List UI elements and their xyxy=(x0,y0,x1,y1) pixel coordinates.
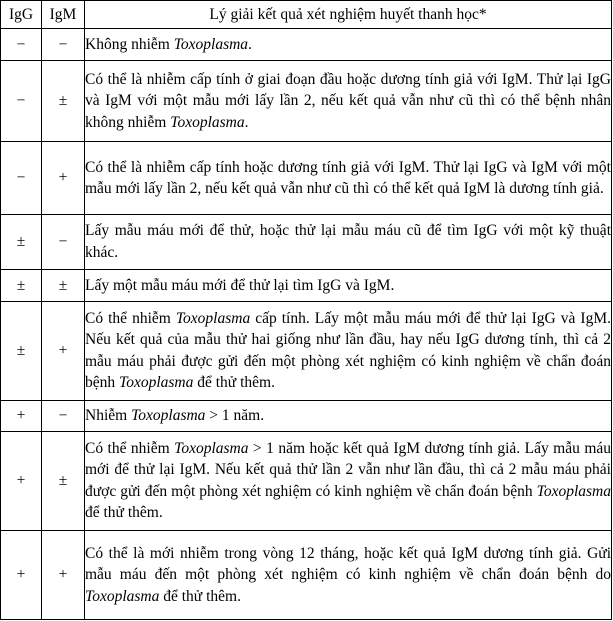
interpretation-cell xyxy=(85,431,612,530)
igg-column-header: IgG xyxy=(1,1,42,29)
interpretation-text: Lấy mẫu máu mới để thử, hoặc thử lại mẫu máu cũ để tìm IgG với một kỹ thuật khác. xyxy=(85,222,611,261)
igm-result-cell: − xyxy=(42,29,85,61)
interpretation-cell xyxy=(85,269,612,301)
interpretation-text: Có thể nhiễm xyxy=(85,439,175,457)
interpretation-cell xyxy=(85,214,612,269)
table-row xyxy=(1,530,612,619)
table-row xyxy=(1,29,612,61)
igm-result-cell: ± xyxy=(42,61,85,142)
interpretation-text: > 1 năm. xyxy=(205,407,265,425)
organism-name-italic: Toxoplasma xyxy=(173,35,249,53)
igm-column-header: IgM xyxy=(42,1,85,29)
igm-result-cell: + xyxy=(42,530,85,619)
igg-result-cell: + xyxy=(1,431,42,530)
organism-name-italic: Toxoplasma xyxy=(536,482,611,500)
interpretation-cell xyxy=(85,142,612,215)
interpretation-cell xyxy=(85,302,612,401)
table-row xyxy=(1,142,612,215)
interpretation-text: > 1 năm hoặc kết quả IgM dương tính giả. Lấy mẫu máu mới để thử lại IgM. Nếu kết quả thử lần 2 vẫn như lần đầu, thì cả 2 mẫu máu phải được gửi đến một phòng xét nghiệm có kinh nghiệm về chẩn đoán bệnh xyxy=(85,439,611,500)
interpretation-cell xyxy=(85,400,612,431)
igg-result-cell: − xyxy=(1,61,42,142)
interpretation-text: Có thể nhiễm xyxy=(85,309,176,327)
igg-result-cell: − xyxy=(1,29,42,61)
interpretation-cell xyxy=(85,530,612,619)
organism-name-italic: Toxoplasma xyxy=(170,113,245,131)
organism-name-italic: Toxoplasma xyxy=(174,439,249,457)
igm-result-cell: + xyxy=(42,302,85,401)
interpretation-text: Có thể là mới nhiễm trong vòng 12 tháng, hoặc kết quả IgM dương tính giả. Gửi mẫu máu đến một phòng xét nghiệm có kinh nghiệm về chẩn đoán bệnh do xyxy=(85,544,611,584)
interpretation-text: cấp tính. Lấy một mẫu máu mới để thử lại IgG và IgM. Nếu kết quả của mẫu thử hai giống như lần đầu, hay nếu IgG dương tính, thì cả 2 mẫu máu phải được gửi đến một phòng xét nghiệm có kinh nghiệm về chẩn đoán bệnh xyxy=(85,309,611,392)
igm-result-cell: − xyxy=(42,400,85,431)
table-row xyxy=(1,61,612,142)
interpretation-text: . xyxy=(244,113,249,131)
table-row xyxy=(1,431,612,530)
igm-result-cell: ± xyxy=(42,269,85,301)
table-row xyxy=(1,269,612,301)
igg-result-cell: ± xyxy=(1,269,42,301)
interpretation-text: Có thể là nhiễm cấp tính ở giai đoạn đầu hoặc dương tính giả với IgM. Thử lại IgG và IgM với một mẫu mới lấy lần 2, nếu kết quả vẫn như cũ thì có thể bệnh nhân không nhiễm xyxy=(85,70,611,131)
interpretation-text: Nhiễm xyxy=(85,407,132,425)
interpretation-text: để thử thêm. xyxy=(85,504,163,522)
table-header-row xyxy=(1,1,612,29)
igg-result-cell: − xyxy=(1,142,42,215)
table-row xyxy=(1,400,612,431)
igm-result-cell: ± xyxy=(42,431,85,530)
igg-result-cell: ± xyxy=(1,214,42,269)
igg-result-cell: + xyxy=(1,400,42,431)
igm-result-cell: − xyxy=(42,214,85,269)
table-row xyxy=(1,302,612,401)
organism-name-italic: Toxoplasma xyxy=(175,309,251,327)
interpretation-cell xyxy=(85,29,612,61)
interpretation-text: . xyxy=(248,35,252,53)
igg-result-cell: ± xyxy=(1,302,42,401)
interpretation-text: để thử thêm. xyxy=(193,374,275,392)
interpretation-column-header: Lý giải kết quả xét nghiệm huyết thanh học* xyxy=(85,1,612,29)
igg-result-cell: + xyxy=(1,530,42,619)
interpretation-text: Có thể là nhiễm cấp tính hoặc dương tính giả với IgM. Thử lại IgG và IgM với một mẫu mới lấy lần 2, nếu kết quả vẫn như cũ thì có thể kết quả IgM là dương tính giả. xyxy=(85,158,611,198)
organism-name-italic: Toxoplasma xyxy=(131,407,206,425)
table-row xyxy=(1,214,612,269)
interpretation-cell xyxy=(85,61,612,142)
organism-name-italic: Toxoplasma xyxy=(119,374,194,392)
interpretation-text: Lấy một mẫu máu mới để thử lại tìm IgG và IgM. xyxy=(85,276,395,294)
interpretation-text: để thử thêm. xyxy=(159,587,241,605)
organism-name-italic: Toxoplasma xyxy=(85,587,160,605)
igm-result-cell: + xyxy=(42,142,85,215)
interpretation-text: Không nhiễm xyxy=(85,35,174,53)
